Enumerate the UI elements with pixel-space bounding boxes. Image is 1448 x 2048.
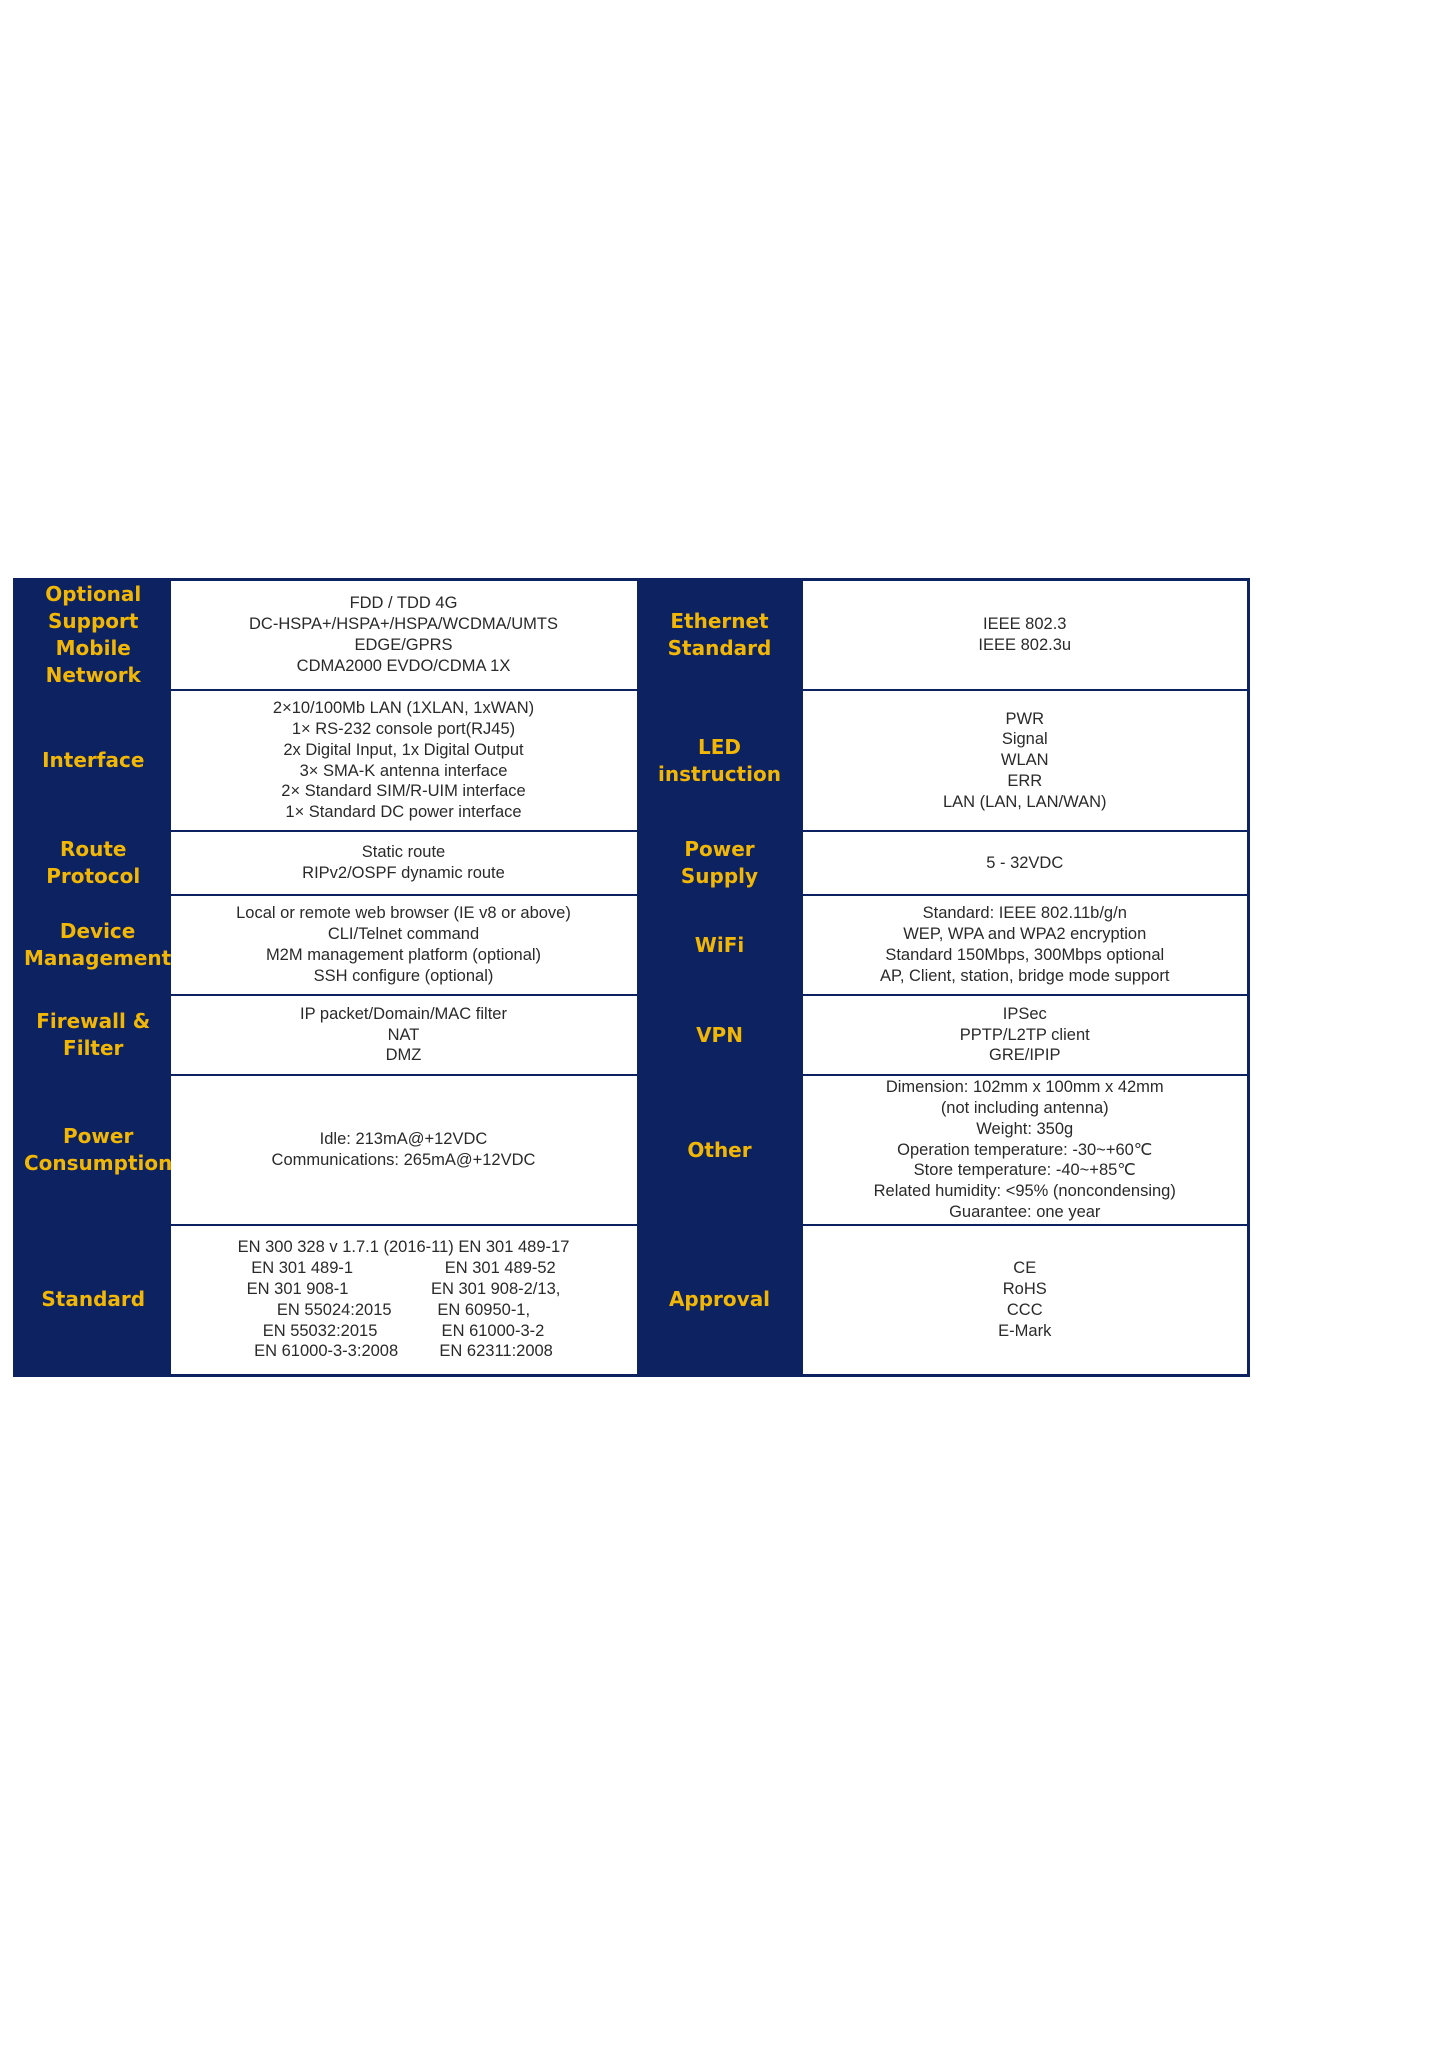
spec-row <box>15 1075 1249 1225</box>
spec-value-line: CCC <box>1006 1300 1043 1319</box>
spec-label-left <box>15 831 171 895</box>
spec-value-line: Operation temperature: -30~+60℃ <box>897 1140 1153 1159</box>
spec-value-line: E-Mark <box>998 1321 1052 1340</box>
spec-value-line: IEEE 802.3u <box>978 636 1072 654</box>
spec-value-right <box>803 831 1249 895</box>
spec-value-left <box>171 580 637 691</box>
spec-row <box>15 580 1249 691</box>
spec-value-line: WEP, WPA and WPA2 encryption <box>903 925 1147 944</box>
spec-label-text: Optional Support Mobile Network <box>45 582 142 687</box>
spec-label-text: Other <box>687 1137 752 1162</box>
spec-value-line: 2× Standard SIM/R-UIM interface <box>281 782 526 801</box>
spec-value-line: EDGE/GPRS <box>354 636 453 654</box>
spec-value-line: 2x Digital Input, 1x Digital Output <box>283 740 524 759</box>
spec-label-right <box>637 831 803 895</box>
spec-label-left <box>15 1225 171 1375</box>
spec-value-line: 1× Standard DC power interface <box>285 803 522 822</box>
spec-value-right <box>803 1075 1249 1225</box>
spec-value-line: 1× RS-232 console port(RJ45) <box>291 719 516 738</box>
spec-value-line: M2M management platform (optional) <box>265 946 542 964</box>
spec-value-line: GRE/IPIP <box>988 1046 1061 1065</box>
spec-row <box>15 1225 1249 1375</box>
spec-label-text: Power Supply <box>680 837 759 888</box>
spec-row <box>15 995 1249 1075</box>
spec-value-line: EN 55032:2015 EN 61000-3-2 <box>262 1321 545 1340</box>
spec-value-line: 5 - 32VDC <box>986 853 1064 872</box>
spec-value-line: Static route <box>361 843 446 862</box>
spec-value-line: EN 61000-3-3:2008 EN 62311:2008 <box>254 1342 553 1361</box>
spec-value-left <box>171 690 637 831</box>
spec-label-left <box>15 995 171 1075</box>
spec-value-line: 3× SMA-K antenna interface <box>299 761 508 780</box>
spec-value-right <box>803 580 1249 691</box>
spec-value-line: DMZ <box>385 1046 422 1065</box>
spec-value-left <box>171 895 637 995</box>
spec-value-line: Dimension: 102mm x 100mm x 42mm <box>885 1078 1164 1097</box>
spec-value-left <box>171 831 637 895</box>
spec-value-line: Standard 150Mbps, 300Mbps optional <box>885 946 1165 964</box>
spec-value-line: RIPv2/OSPF dynamic route <box>302 864 505 882</box>
spec-value-line: 2×10/100Mb LAN (1XLAN, 1xWAN) <box>272 699 535 718</box>
spec-value-line: IPSec <box>1002 1004 1047 1023</box>
spec-value-line: RoHS <box>1002 1279 1047 1298</box>
spec-label-right <box>637 690 803 831</box>
spec-value-right <box>803 690 1249 831</box>
spec-label-left <box>15 690 171 831</box>
spec-row <box>15 831 1249 895</box>
spec-label-text: Route Protocol <box>46 837 141 888</box>
spec-value-line: Idle: 213mA@+12VDC <box>319 1130 488 1149</box>
spec-value-line: Weight: 350g <box>976 1119 1074 1138</box>
spec-value-left <box>171 995 637 1075</box>
spec-label-left <box>15 895 171 995</box>
spec-value-left <box>171 1225 637 1375</box>
spec-value-line: IP packet/Domain/MAC filter <box>300 1004 507 1023</box>
spec-value-line: CLI/Telnet command <box>327 925 480 944</box>
spec-label-text: Firewall & Filter <box>36 1009 151 1060</box>
spec-value-left <box>171 1075 637 1225</box>
spec-table <box>13 578 1250 1377</box>
spec-value-line: SSH configure (optional) <box>313 966 494 985</box>
spec-value-line: Store temperature: -40~+85℃ <box>913 1161 1136 1180</box>
spec-value-line: EN 301 489-1 EN 301 489-52 <box>251 1259 556 1278</box>
spec-value-line: EN 301 908-1 EN 301 908-2/13, <box>246 1279 561 1298</box>
spec-label-text: WiFi <box>694 932 745 957</box>
spec-label-text: Standard <box>41 1287 146 1312</box>
spec-value-line: Guarantee: one year <box>949 1202 1101 1221</box>
spec-value-line: ERR <box>1007 771 1043 790</box>
spec-value-line: Communications: 265mA@+12VDC <box>271 1151 536 1169</box>
spec-value-line: CDMA2000 EVDO/CDMA 1X <box>296 656 511 675</box>
spec-value-line: EN 300 328 v 1.7.1 (2016-11) EN 301 489-17 <box>237 1238 570 1257</box>
spec-value-line: EN 55024:2015 EN 60950-1, <box>276 1300 531 1319</box>
spec-value-right <box>803 1225 1249 1375</box>
spec-value-line: PPTP/L2TP client <box>959 1025 1090 1044</box>
spec-value-line: CE <box>1013 1259 1037 1278</box>
spec-value-line: WLAN <box>1000 751 1049 770</box>
spec-value-line: AP, Client, station, bridge mode support <box>879 966 1170 985</box>
spec-label-text: Ethernet Standard <box>667 609 772 660</box>
spec-label-left <box>15 1075 171 1225</box>
spec-row <box>15 690 1249 831</box>
spec-value-right <box>803 895 1249 995</box>
spec-value-line: LAN (LAN, LAN/WAN) <box>942 792 1107 811</box>
spec-value-right <box>803 995 1249 1075</box>
spec-value-line: (not including antenna) <box>940 1099 1109 1117</box>
spec-label-text: Interface <box>42 748 145 772</box>
spec-label-text: Power Consumption <box>24 1124 173 1175</box>
spec-label-text: VPN <box>696 1022 743 1047</box>
spec-label-text: Device Management <box>24 919 172 970</box>
spec-label-right <box>637 580 803 691</box>
spec-value-line: DC-HSPA+/HSPA+/HSPA/WCDMA/UMTS <box>249 615 558 634</box>
spec-label-text: LED instruction <box>658 734 781 786</box>
spec-value-line: IEEE 802.3 <box>983 615 1067 634</box>
spec-row <box>15 895 1249 995</box>
spec-label-right <box>637 1225 803 1375</box>
spec-value-line: NAT <box>387 1025 420 1044</box>
spec-label-text: Approval <box>668 1287 771 1312</box>
spec-label-right <box>637 895 803 995</box>
spec-label-right <box>637 995 803 1075</box>
spec-value-line: PWR <box>1005 709 1044 728</box>
spec-value-line: Signal <box>1001 730 1048 749</box>
spec-value-line: Related humidity: <95% (noncondensing) <box>873 1182 1176 1201</box>
spec-value-line: Standard: IEEE 802.11b/g/n <box>922 904 1127 923</box>
spec-label-left <box>15 580 171 691</box>
spec-label-right <box>637 1075 803 1225</box>
spec-value-line: Local or remote web browser (IE v8 or above) <box>236 904 571 923</box>
spec-value-line: FDD / TDD 4G <box>349 594 458 613</box>
